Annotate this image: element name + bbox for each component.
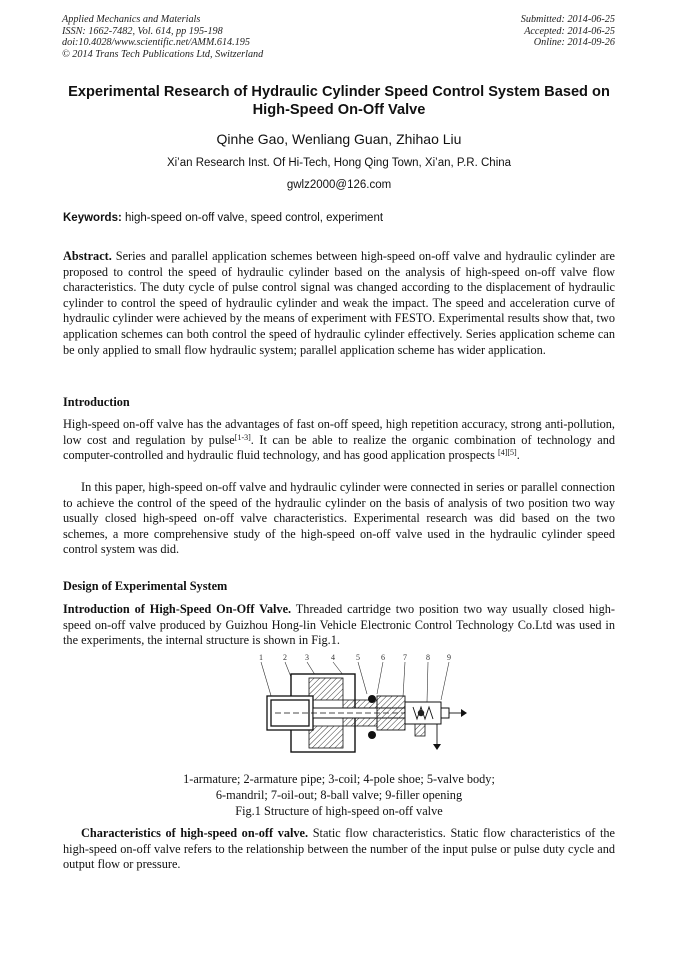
valve-structure-figure <box>255 652 469 770</box>
label-6: 6 <box>381 653 385 662</box>
characteristics-lead: Characteristics of high-speed on-off valve. <box>81 826 309 840</box>
label-3: 3 <box>305 653 309 662</box>
journal-copyright: © 2014 Trans Tech Publications Ltd, Switzerland <box>62 48 264 60</box>
citation-4-5: [4][5] <box>498 448 517 458</box>
figure-legend-line-1: 1-armature; 2-armature pipe; 3-coil; 4-pole shoe; 5-valve body; <box>183 772 495 786</box>
keywords <box>63 212 623 224</box>
accepted-date: Accepted: 2014-06-25 <box>524 25 615 37</box>
abstract <box>63 249 615 358</box>
section-heading-introduction: Introduction <box>63 395 130 409</box>
label-8: 8 <box>426 653 430 662</box>
design-lead: Introduction of High-Speed On-Off Valve. <box>63 602 292 616</box>
authors: Qinhe Gao, Wenliang Guan, Zhihao Liu <box>216 131 462 147</box>
submitted-date: Submitted: 2014-06-25 <box>520 14 615 25</box>
figure-legend-line-2: 6-mandril; 7-oil-out; 8-ball valve; 9-filler opening <box>215 788 463 802</box>
author-email[interactable]: gwlz2000@126.com <box>286 179 392 191</box>
characteristics-paragraph <box>63 826 615 873</box>
journal-info <box>62 14 263 60</box>
label-1: 1 <box>259 653 263 662</box>
journal-doi: doi:10.4028/www.scientific.net/AMM.614.195 <box>62 37 250 49</box>
paper-title: Experimental Research of Hydraulic Cylinder Speed Control System Based on High-Speed On-Off Valve <box>68 84 610 118</box>
abstract-label: Abstract. <box>63 249 112 263</box>
affiliation: Xi’an Research Inst. Of Hi-Tech, Hong Qing Town, Xi’an, P.R. China <box>166 157 512 169</box>
keywords-label: Keywords: <box>63 212 122 224</box>
design-paragraph <box>63 602 615 649</box>
design-text: Threaded cartridge two position two way usually closed high-speed on-off valve produced by Guizhou Hong-lin Vehicle Electronic Control Technology Co.Ltd was used in the experiments, the internal structure is shown in Fig.1. <box>63 602 615 648</box>
label-5: 5 <box>356 653 360 662</box>
introduction-paragraph-1: High-speed on-off valve has the advantages of fast on-off speed, high repetition accuracy, strong anti-pollution, low cost and regulation by pulse[1-3]. It can be able to realize the organic combination of technology and computer-controlled and hydraulic fluid technology, and has good application prospects [4][5]. <box>63 417 615 463</box>
label-2: 2 <box>283 653 287 662</box>
keywords-text: high-speed on-off valve, speed control, experiment <box>121 212 384 224</box>
characteristics-text: Static flow characteristics. Static flow characteristics of the high-speed on-off valve refers to the relationship between the number of the input pulse or pulse duty cycle and output flow or pressure. <box>63 826 615 872</box>
submission-dates <box>521 14 615 49</box>
label-4: 4 <box>331 653 335 662</box>
journal-issn: ISSN: 1662-7482, Vol. 614, pp 195-198 <box>62 25 223 37</box>
journal-name: Applied Mechanics and Materials <box>62 14 201 25</box>
citation-1-3: [1-3] <box>234 432 251 442</box>
figure-caption: Fig.1 Structure of high-speed on-off valve <box>235 804 443 818</box>
abstract-text: Series and parallel application schemes between high-speed on-off valve and hydraulic cylinder are proposed to control the speed of hydraulic cylinder based on the analysis of high-speed on-off valve flow characteristics. The duty cycle of pulse control signal was changed according to the displacement of hydraulic cylinder to control the speed of hydraulic cylinder and weak the impact. The speed and acceleration curve of hydraulic cylinder were achieved by the means of experiment with FESTO. Experimental results show that, two application schemes can both control the speed of hydraulic cylinder effectively. Series application scheme can be only applied to small flow hydraulic system; parallel application scheme has wider application. <box>63 249 615 357</box>
online-date: Online: 2014-09-26 <box>533 37 615 49</box>
label-9: 9 <box>447 653 451 662</box>
section-heading-design: Design of Experimental System <box>63 579 228 593</box>
introduction-paragraph-2: In this paper, high-speed on-off valve and hydraulic cylinder were connected in series or parallel connection to achieve the control of the speed of the hydraulic cylinder on the basis of analysis of two position two way usually closed high-speed on-off valve characteristics. Experimental research was did based on the two schemes, a more comprehensive study of the high-speed on-off valve used in the hydraulic cylinder speed control system was did. <box>63 480 615 557</box>
label-7: 7 <box>403 653 407 662</box>
